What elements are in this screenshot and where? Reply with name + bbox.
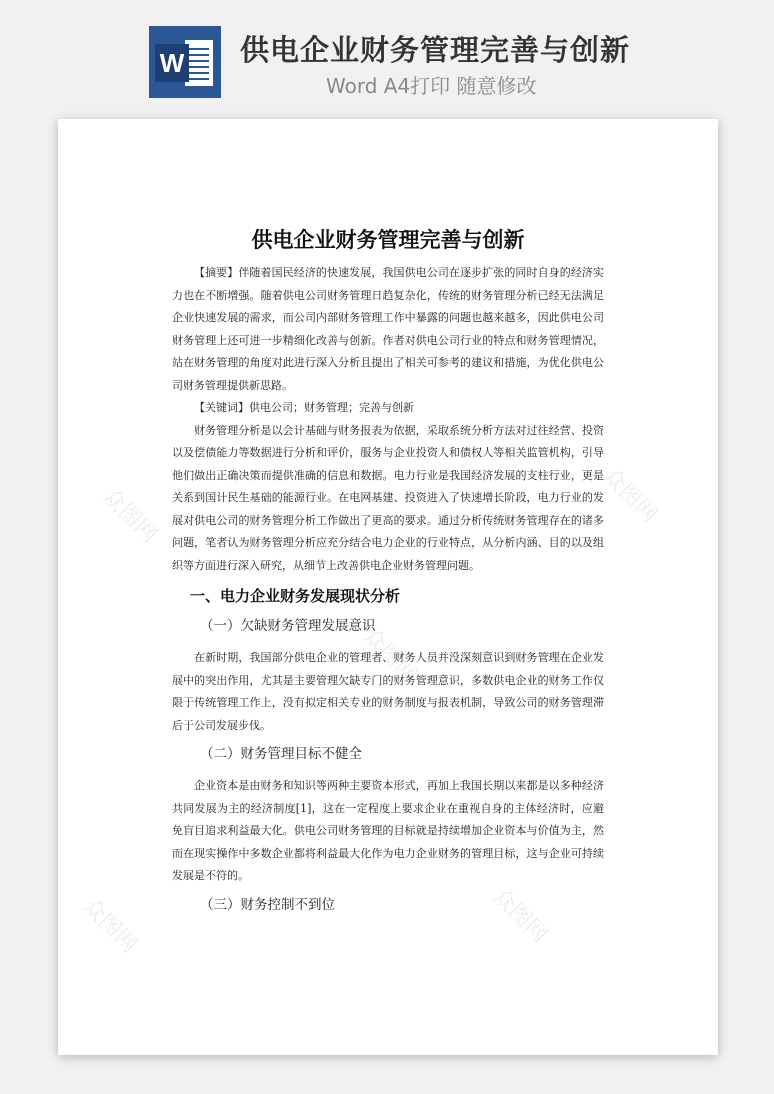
subsection-heading: （三）财务控制不到位 [200,896,335,913]
abstract-paragraph: 【摘要】伴随着国民经济的快速发展，我国供电公司在逐步扩张的同时自身的经济实力也在不断增强。随着供电公司财务管理日趋复杂化，传统的财务管理分析已经无法满足企业快速发展的需求，而公司内部财务管理工作中暴露的问题也越来越多，因此供电公司财务管理上还可进一步精细化改善与创新。作者对供电公司行业的特点和财务管理情况，站在财务管理的角度对此进行深入分析且提出了相关可参考的建议和措施，为优化供电公司财务管理提供新思路。 [172,266,604,392]
subsection-heading: （二）财务管理目标不健全 [200,746,362,762]
banner-subtitle: Word A4打印 随意修改 [326,74,537,98]
word-document-icon [149,26,221,98]
intro-paragraph: 财务管理分析是以会计基础与财务报表为依据，采取系统分析方法对过往经营、投资以及偿债能力等数据进行分析和评价，服务与企业投资人和债权人等相关监管机构，引导他们做出正确决策而提供准确的信息和数据。电力行业是我国经济发展的支柱行业，更是关系到国计民生基础的能源行业。在电网基建、投资进入了快速增长阶段，电力行业的发展对供电公司的财务管理分析工作做出了更高的要求。通过分析传统财务管理存在的诸多问题，笔者认为财务管理分析应充分结合电力企业的行业特点，从分析内涵、目的以及组织等方面进行深入研究，从细节上改善供电企业财务管理问题。 [172,423,604,572]
document-page [58,119,718,1055]
section-heading: 一、电力企业财务发展现状分析 [190,587,401,605]
banner [0,0,774,110]
keywords-paragraph: 【关键词】供电公司；财务管理；完善与创新 [194,401,414,414]
subsection-heading: （一）欠缺财务管理发展意识 [200,618,376,634]
watermark: 众图网 [597,463,662,529]
document-title: 供电企业财务管理完善与创新 [251,227,525,252]
document-content [172,225,604,926]
subsection-paragraph: 在新时期，我国部分供电企业的管理者、财务人员并没深刻意识到财务管理在企业发展中的突出作用，尤其是主要管理欠缺专门的财务管理意识，多数供电企业的财务工作仅限于传统管理工作上，没有拟定相关专业的财务制度与报表机制，导致公司的财务管理滞后于公司发展步伐。 [172,651,604,732]
watermark: 众图网 [487,883,552,949]
banner-title: 供电企业财务管理完善与创新 [240,33,631,67]
subsection-paragraph: 企业资本是由财务和知识等两种主要资本形式，再加上我国长期以来都是以多种经济共同发展为主的经济制度[1]，这在一定程度上要求企业在重视自身的主体经济时，应避免盲目追求利益最大化。供电公司财务管理的目标就是持续增加企业资本与价值为主，然而在现实操作中多数企业都将利益最大化作为电力企业财务的管理目标，这与企业可持续发展是不符的。 [172,779,604,882]
watermark: 众图网 [77,893,142,959]
watermark: 众图网 [97,483,162,549]
watermark: 众图网 [357,623,422,689]
icon-letter: W [159,48,185,78]
